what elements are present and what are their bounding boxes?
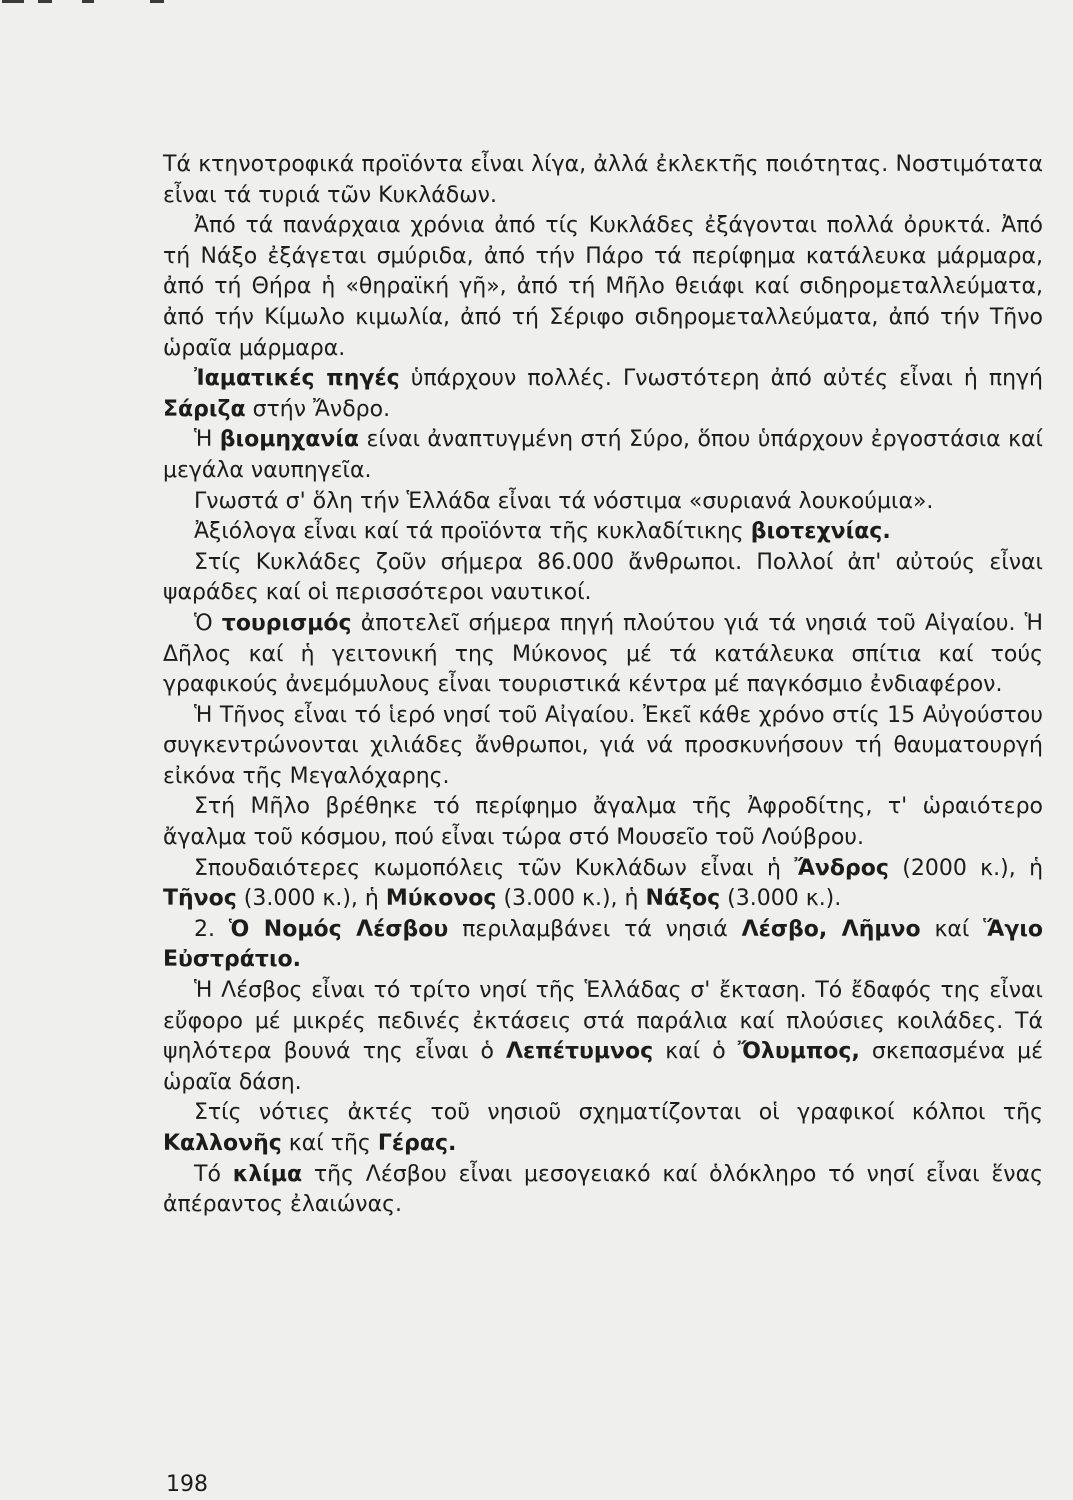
- text-run: είναι ἀναπτυγμένη στή Σύρο, ὅπου ὑπάρχουν ἐργοστάσια καί μεγάλα ναυπηγεῖα.: [163, 427, 1043, 483]
- bold-term: κλίμα: [232, 1161, 303, 1187]
- text-run: καί ὁ: [653, 1039, 738, 1065]
- bold-term: Ἅγιο Εὐστράτιο.: [163, 916, 1044, 973]
- text-run: τῆς Λέσβου εἶναι μεσογειακό καί ὁλόκληρο τό νησί εἶναι ἕνας ἀπέραντος ἐλαιώνας.: [163, 1161, 1043, 1218]
- bold-term: Γέρας.: [377, 1131, 457, 1156]
- paragraph: [163, 150, 1043, 211]
- text-run: Ἡ Τῆνος εἶναι τό ἱερό νησί τοῦ Αἰγαίου. Ἐκεῖ κάθε χρόνο στίς 15 Αὐγούστου συγκεντρώνονται χιλιάδες ἄνθρωποι, γιά νά προσκυνήσουν τή θαυματουργή εἰκόνα τῆς Μεγαλόχαρης.: [163, 702, 1043, 789]
- paragraph: [163, 915, 1043, 976]
- bold-term: Λεπέτυμνος: [506, 1039, 654, 1065]
- scan-edge-marks: [0, 0, 170, 8]
- bold-term: Σάριζα: [163, 396, 246, 422]
- text-run: (3.000 κ.).: [720, 886, 842, 912]
- paragraph: [163, 609, 1043, 701]
- text-run: Ὁ: [194, 610, 222, 636]
- bold-term: Καλλονῆς: [163, 1131, 282, 1156]
- text-run: Τά κτηνοτροφικά προϊόντα εἶναι λίγα, ἀλλά ἐκλεκτῆς ποιότητας. Νοστιμότατα εἶναι τά τυριά τῶν Κυκλάδων.: [163, 152, 1043, 208]
- text-run: καί: [920, 916, 984, 942]
- bold-term: βιομηχανία: [219, 427, 360, 453]
- text-run: ἀποτελεῖ σήμερα πηγή πλούτου γιά τά νησιά τοῦ Αἰγαίου. Ἡ Δῆλος καί ἡ γειτονική της Μύκονος μέ τά κατάλευκα σπίτια καί τούς γραφικούς ἀνεμόμυλους εἶναι τουριστικά κέντρα μέ παγκόσμιο ἐνδιαφέρον.: [163, 610, 1043, 698]
- text-run: (2000 κ.), ἡ: [888, 855, 1044, 881]
- paragraph: [163, 517, 1043, 548]
- text-run: Στή Μῆλο βρέθηκε τό περίφημο ἄγαλμα τῆς Ἀφροδίτης, τ' ὡραιότερο ἄγαλμα τοῦ κόσμου, πού εἶναι τώρα στό Μουσεῖο τοῦ Λούβρου.: [163, 794, 1043, 851]
- text-run: (3.000 κ.), ἡ: [496, 886, 646, 912]
- paragraph: [163, 1098, 1043, 1159]
- text-run: ὑπάρχουν πολλές. Γνωστότερη ἀπό αὐτές εἶναι ἡ πηγή: [399, 366, 1044, 392]
- paragraph: [163, 487, 1043, 518]
- text-run: καί τῆς: [281, 1131, 378, 1156]
- scan-mark: [38, 0, 52, 3]
- text-run: 2.: [194, 916, 229, 942]
- bold-term: Ἄνδρος: [794, 855, 889, 881]
- text-run: περιλαμβάνει τά νησιά: [448, 916, 742, 942]
- bold-term: Μύκονος: [385, 886, 497, 912]
- text-run: Σπουδαιότερες κωμοπόλεις τῶν Κυκλάδων εἶναι ἡ: [194, 855, 795, 881]
- text-run: Ἡ Λέσβος εἶναι τό τρίτο νησί τῆς Ἑλλάδας σ' ἔκταση. Τό ἔδαφός της εἶναι εὔφορο μέ μικρές πεδινές ἐκτάσεις στά παράλια καί πλούσιες κοιλάδες. Τά ψηλότερα βουνά της εἶναι ὁ: [163, 978, 1043, 1065]
- text-run: Ἀξιόλογα εἶναι καί τά προϊόντα τῆς κυκλαδίτικης: [194, 519, 751, 545]
- paragraph: [163, 701, 1043, 793]
- bold-term: βιοτεχνίας.: [750, 519, 891, 545]
- bold-term: Ὄλυμπος,: [737, 1039, 860, 1065]
- paragraph: [163, 548, 1043, 609]
- bold-term: Ὁ Νομός Λέσβου: [228, 916, 449, 942]
- paragraph: [163, 211, 1043, 364]
- text-run: Ἀπό τά πανάρχαια χρόνια ἀπό τίς Κυκλάδες ἐξάγονται πολλά ὀρυκτά. Ἀπό τή Νάξο ἐξάγεται σμύριδα, ἀπό τήν Πάρο τά περίφημα κατάλευκα μάρμαρα, ἀπό τή Θήρα ἡ «θηραϊκή γῆ», ἀπό τή Μῆλο θειάφι καί σιδηρομεταλλεύματα, ἀπό τήν Κίμωλο κιμωλία, ἀπό τή Σέριφο σιδηρομεταλλεύματα, ἀπό τήν Τῆνο ὡραῖα μάρμαρα.: [163, 213, 1043, 361]
- page-number: 198: [166, 1472, 208, 1497]
- text-run: σκεπασμένα μέ ὡραῖα δάση.: [163, 1039, 1044, 1095]
- scan-mark: [150, 0, 164, 3]
- text-run: Στίς νότιες ἀκτές τοῦ νησιοῦ σχηματίζονται οἱ γραφικοί κόλποι τῆς: [194, 1100, 1043, 1126]
- bold-term: τουρισμός: [221, 610, 352, 636]
- text-run: Ἡ: [194, 427, 220, 453]
- paragraph: [163, 425, 1043, 486]
- paragraph: [163, 364, 1043, 425]
- scan-mark: [2, 0, 24, 3]
- paragraph: [163, 854, 1043, 915]
- text-run: (3.000 κ.), ἡ: [236, 886, 386, 912]
- paragraph: [163, 792, 1043, 853]
- bold-term: Νάξος: [645, 886, 721, 912]
- paragraph: [163, 1160, 1043, 1221]
- text-run: Γνωστά σ' ὅλη τήν Ἑλλάδα εἶναι τά νόστιμα «συριανά λουκούμια».: [194, 488, 934, 514]
- text-run: Στίς Κυκλάδες ζοῦν σήμερα 86.000 ἄνθρωποι. Πολλοί ἀπ' αὐτούς εἶναι ψαράδες καί οἱ περισσότεροι ναυτικοί.: [163, 549, 1043, 606]
- text-run: στήν Ἄνδρο.: [245, 396, 391, 422]
- paragraph: [163, 976, 1043, 1098]
- bold-term: Τῆνος: [163, 886, 237, 912]
- bold-term: Λέσβο, Λῆμνο: [741, 916, 921, 942]
- body-text: [163, 150, 1043, 1221]
- scan-mark: [82, 0, 94, 3]
- bold-term: Ἰαματικές πηγές: [194, 366, 400, 392]
- text-run: Τό: [194, 1161, 233, 1187]
